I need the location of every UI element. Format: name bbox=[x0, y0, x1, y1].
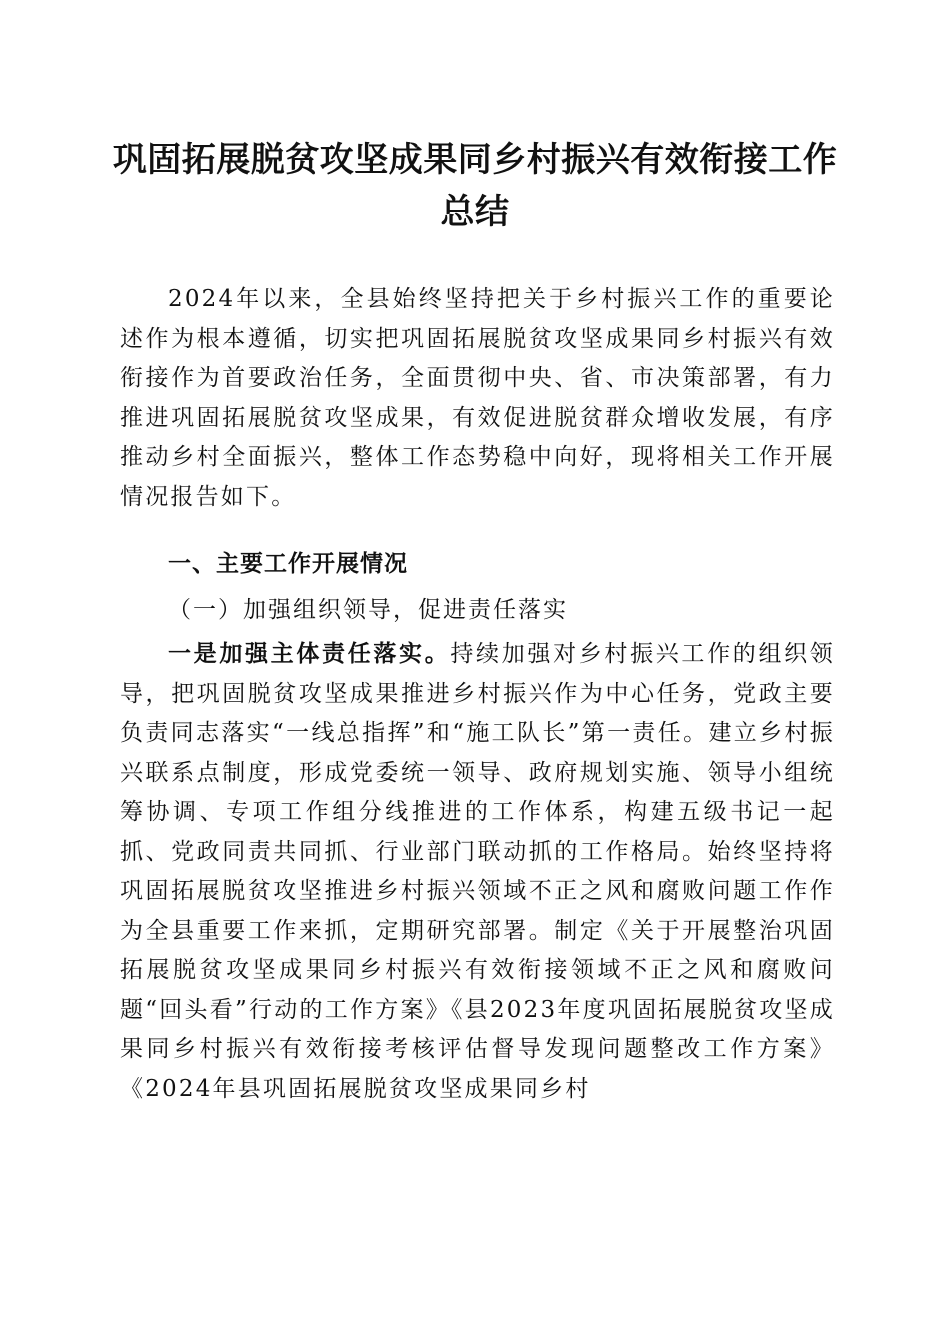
point-paragraph bbox=[120, 634, 835, 1109]
intro-paragraph: 2024年以来，全县始终坚持把关于乡村振兴工作的重要论述作为根本遵循，切实把巩固拓展脱贫攻坚成果同乡村振兴有效衔接作为首要政治任务，全面贯彻中央、省、市决策部署，有力推进巩固拓展脱贫攻坚成果，有效促进脱贫群众增收发展，有序推动乡村全面振兴，整体工作态势稳中向好，现将相关工作开展情况报告如下。 bbox=[120, 286, 835, 510]
point-body: 持续加强对乡村振兴工作的组织领导，把巩固脱贫攻坚成果推进乡村振兴作为中心任务，党政主要负责同志落实“一线总指挥”和“施工队长”第一责任。建立乡村振兴联系点制度，形成党委统一领导、政府规划实施、领导小组统筹协调、专项工作组分线推进的工作体系，构建五级书记一起抓、党政同责共同抓、行业部门联动抓的工作格局。始终坚持将巩固拓展脱贫攻坚推进乡村振兴领域不正之风和腐败问题工作作为全县重要工作来抓，定期研究部署。制定《关于开展整治巩固拓展脱贫攻坚成果同乡村振兴有效衔接领域不正之风和腐败问题“回头看”行动的工作方案》《县2023年度巩固拓展脱贫攻坚成果同乡村振兴有效衔接考核评估督导发现问题整改工作方案》《2024年县巩固拓展脱贫攻坚成果同乡村 bbox=[120, 641, 835, 1102]
section-heading: 一、主要工作开展情况 bbox=[168, 551, 408, 577]
subsection-heading: （一）加强组织领导，促进责任落实 bbox=[168, 597, 568, 623]
point-lead: 一是加强主体责任落实。 bbox=[168, 640, 451, 667]
document-title: 巩固拓展脱贫攻坚成果同乡村振兴有效衔接工作总结 bbox=[112, 140, 838, 232]
